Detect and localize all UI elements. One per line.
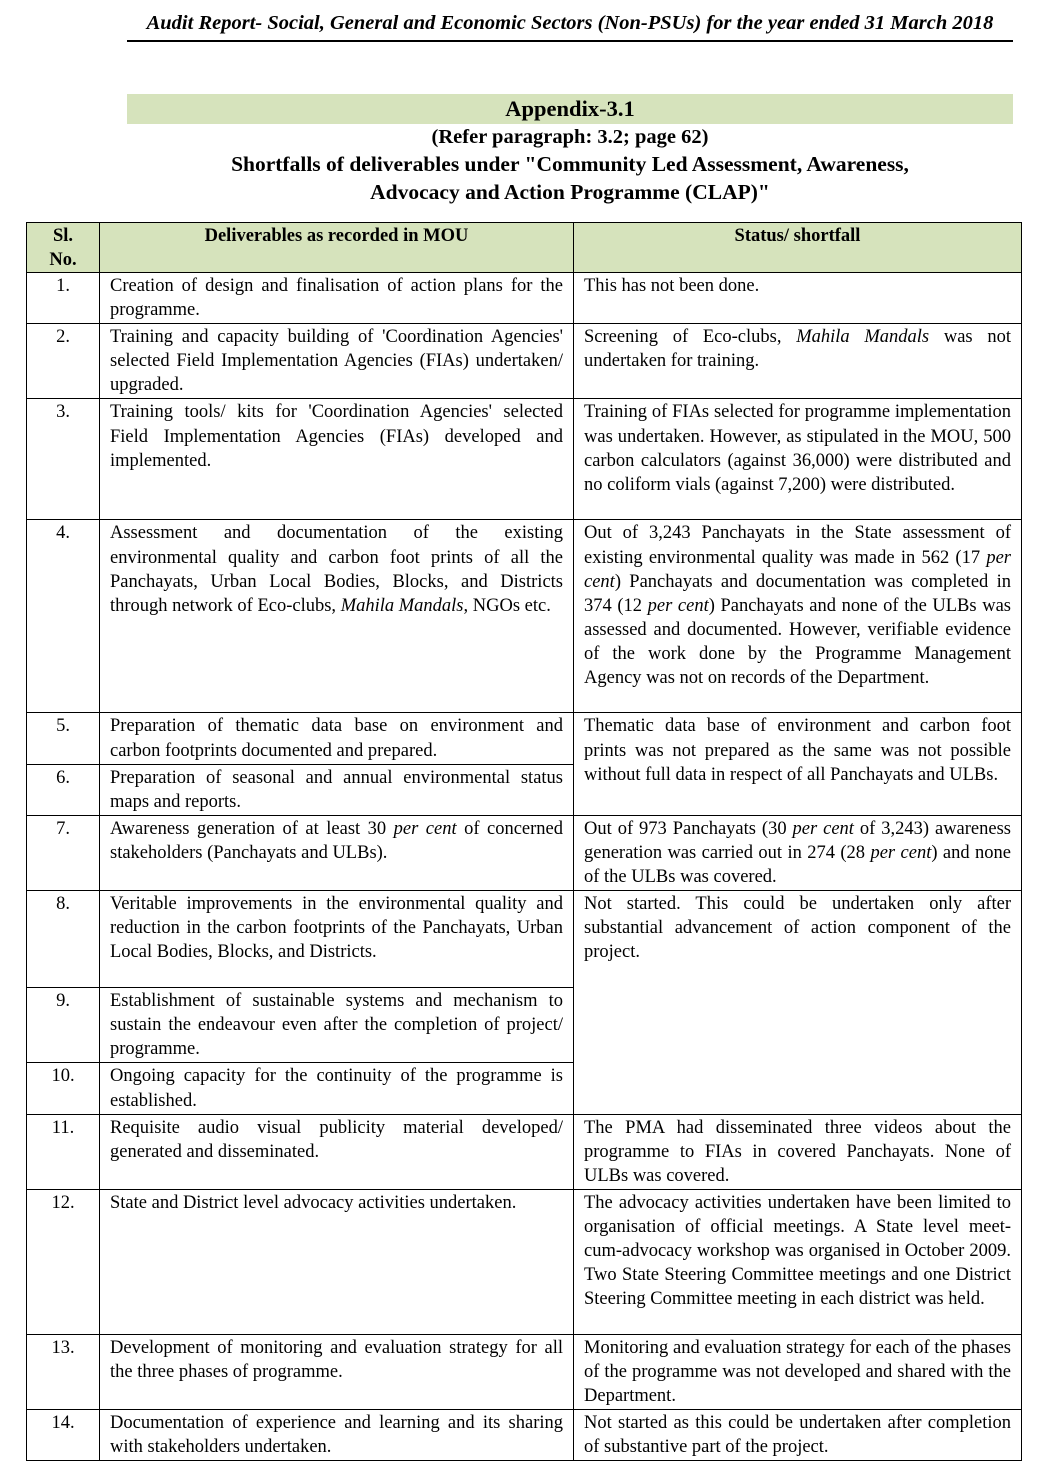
title-line-2: Advocacy and Action Programme (CLAP)" bbox=[370, 180, 770, 204]
sl-cell: 10. bbox=[27, 1063, 100, 1114]
status-text: ) Panchayats and none of the ULBs was assessed and documented. However, verifiable evidence of the work done by the Programme Management Agency was not on records of the Department. bbox=[584, 595, 1011, 689]
table-row bbox=[27, 713, 1022, 764]
deliverable-cell: Preparation of thematic data base on environment and carbon footprints documented and prepared. bbox=[100, 713, 574, 764]
sl-cell: 1. bbox=[27, 273, 100, 324]
table-row bbox=[27, 520, 1022, 713]
status-cell: The PMA had disseminated three videos about the programme to FIAs in covered Panchayats. None of ULBs was covered. bbox=[574, 1114, 1022, 1189]
table-row bbox=[27, 1410, 1022, 1461]
table-row bbox=[27, 399, 1022, 520]
header-sl-line1: Sl. bbox=[52, 226, 74, 246]
refer-paragraph: (Refer paragraph: 3.2; page 62) bbox=[431, 126, 709, 148]
appendix-title: Appendix-3.1 bbox=[127, 94, 1013, 124]
sl-cell: 7. bbox=[27, 815, 100, 890]
status-cell bbox=[574, 815, 1022, 890]
deliverable-text: of concerned stakeholders (Panchayats and ULBs). bbox=[110, 818, 564, 863]
table-row bbox=[27, 815, 1022, 890]
sl-cell: 2. bbox=[27, 324, 100, 399]
status-italic-text: per cent bbox=[870, 842, 932, 863]
status-cell: Training of FIAs selected for programme implementation was undertaken. However, as stipulated in the MOU, 500 carbon calculators (against 36,000) were distributed and no coliform vials (against 7,200) were distributed. bbox=[574, 399, 1022, 520]
status-cell: The advocacy activities undertaken have been limited to organisation of official meetings. A State level meet-cum-advocacy workshop was organised in October 2009. Two State Steering Committee meetings and one District Steering Committee meeting in each district was held. bbox=[574, 1189, 1022, 1334]
status-cell: Not started as this could be undertaken after completion of substantive part of the project. bbox=[574, 1410, 1022, 1461]
status-text: was not undertaken for training. bbox=[584, 327, 1011, 372]
title-line-1: Shortfalls of deliverables under "Community Led Assessment, Awareness, bbox=[231, 152, 909, 176]
deliverable-cell: Veritable improvements in the environmental quality and reduction in the carbon footprints of the Panchayats, Urban Local Bodies, Blocks, and Districts. bbox=[100, 891, 574, 988]
deliverable-cell: Development of monitoring and evaluation strategy for all the three phases of programme. bbox=[100, 1334, 574, 1409]
deliverable-cell: Requisite audio visual publicity material developed/ generated and disseminated. bbox=[100, 1114, 574, 1189]
table-row bbox=[27, 1114, 1022, 1189]
deliverable-cell: Training tools/ kits for 'Coordination Agencies' selected Field Implementation Agencies (FIAs) developed and implemented. bbox=[100, 399, 574, 520]
status-text: Out of 973 Panchayats (30 bbox=[584, 818, 793, 839]
deliverable-cell: Preparation of seasonal and annual environmental status maps and reports. bbox=[100, 764, 574, 815]
running-header: Audit Report- Social, General and Economic Sectors (Non-PSUs) for the year ended 31 March 2018 bbox=[146, 12, 994, 34]
deliverable-text: Awareness generation of at least 30 bbox=[110, 818, 394, 839]
sl-cell: 13. bbox=[27, 1334, 100, 1409]
status-text: ) Panchayats and documentation was completed in 374 (12 bbox=[584, 571, 1011, 616]
status-cell: This has not been done. bbox=[574, 273, 1022, 324]
deliverables-table bbox=[26, 222, 1022, 1461]
deliverable-cell bbox=[100, 815, 574, 890]
sl-cell: 4. bbox=[27, 520, 100, 713]
header-sl-no bbox=[27, 223, 100, 273]
status-italic-text: per cent bbox=[647, 595, 709, 616]
sl-cell: 5. bbox=[27, 713, 100, 764]
sl-cell: 3. bbox=[27, 399, 100, 520]
deliverable-cell: Establishment of sustainable systems and mechanism to sustain the endeavour even after the completion of project/ programme. bbox=[100, 988, 574, 1063]
status-italic-text: Mahila Mandals bbox=[796, 327, 930, 348]
sl-cell: 14. bbox=[27, 1410, 100, 1461]
sl-cell: 11. bbox=[27, 1114, 100, 1189]
status-text: Out of 3,243 Panchayats in the State assessment of existing environmental quality was made in 562 (17 bbox=[584, 523, 1011, 568]
deliverable-cell bbox=[100, 520, 574, 713]
sl-cell: 12. bbox=[27, 1189, 100, 1334]
deliverable-text: Assessment and documentation of the existing environmental quality and carbon foot prints of all the Panchayats, Urban Local Bodies, Blocks, and Districts through network of Eco-clubs, bbox=[110, 523, 563, 616]
header-status: Status/ shortfall bbox=[574, 223, 1022, 273]
header-sl-line2: No. bbox=[49, 250, 77, 270]
table-row bbox=[27, 1189, 1022, 1334]
status-text: ) and none of the ULBs was covered. bbox=[584, 842, 1011, 888]
status-italic-text: per cent bbox=[792, 818, 854, 839]
status-cell: Monitoring and evaluation strategy for each of the phases of the programme was not developed and shared with the Department. bbox=[574, 1334, 1022, 1409]
status-cell bbox=[574, 324, 1022, 399]
table-row bbox=[27, 1334, 1022, 1409]
status-text: of 3,243) awareness generation was carried out in 274 (28 bbox=[584, 818, 1011, 863]
sl-cell: 9. bbox=[27, 988, 100, 1063]
status-italic-text: per cent bbox=[584, 547, 1011, 592]
header-deliverables: Deliverables as recorded in MOU bbox=[100, 223, 574, 273]
deliverable-cell: Training and capacity building of 'Coordination Agencies' selected Field Implementation Agencies (FIAs) undertaken/ upgraded. bbox=[100, 324, 574, 399]
status-text: Screening of Eco-clubs, bbox=[584, 327, 797, 348]
table-row bbox=[27, 324, 1022, 399]
deliverable-cell: Creation of design and finalisation of action plans for the programme. bbox=[100, 273, 574, 324]
header-rule bbox=[127, 40, 1013, 42]
table-row bbox=[27, 273, 1022, 324]
deliverable-italic-text: Mahila Mandals bbox=[340, 595, 464, 616]
deliverable-cell: State and District level advocacy activities undertaken. bbox=[100, 1189, 574, 1334]
deliverable-italic-text: per cent bbox=[393, 818, 457, 839]
table-row bbox=[27, 891, 1022, 988]
table-header-row bbox=[27, 223, 1022, 273]
document-title bbox=[120, 150, 1020, 206]
deliverable-cell: Documentation of experience and learning and its sharing with stakeholders undertaken. bbox=[100, 1410, 574, 1461]
sl-cell: 6. bbox=[27, 764, 100, 815]
status-cell: Not started. This could be undertaken only after substantial advancement of action component of the project. bbox=[574, 891, 1022, 1114]
deliverable-text: , NGOs etc. bbox=[463, 595, 551, 616]
status-cell: Thematic data base of environment and carbon foot prints was not prepared as the same was not possible without full data in respect of all Panchayats and ULBs. bbox=[574, 713, 1022, 815]
sl-cell: 8. bbox=[27, 891, 100, 988]
deliverable-cell: Ongoing capacity for the continuity of the programme is established. bbox=[100, 1063, 574, 1114]
status-cell bbox=[574, 520, 1022, 713]
